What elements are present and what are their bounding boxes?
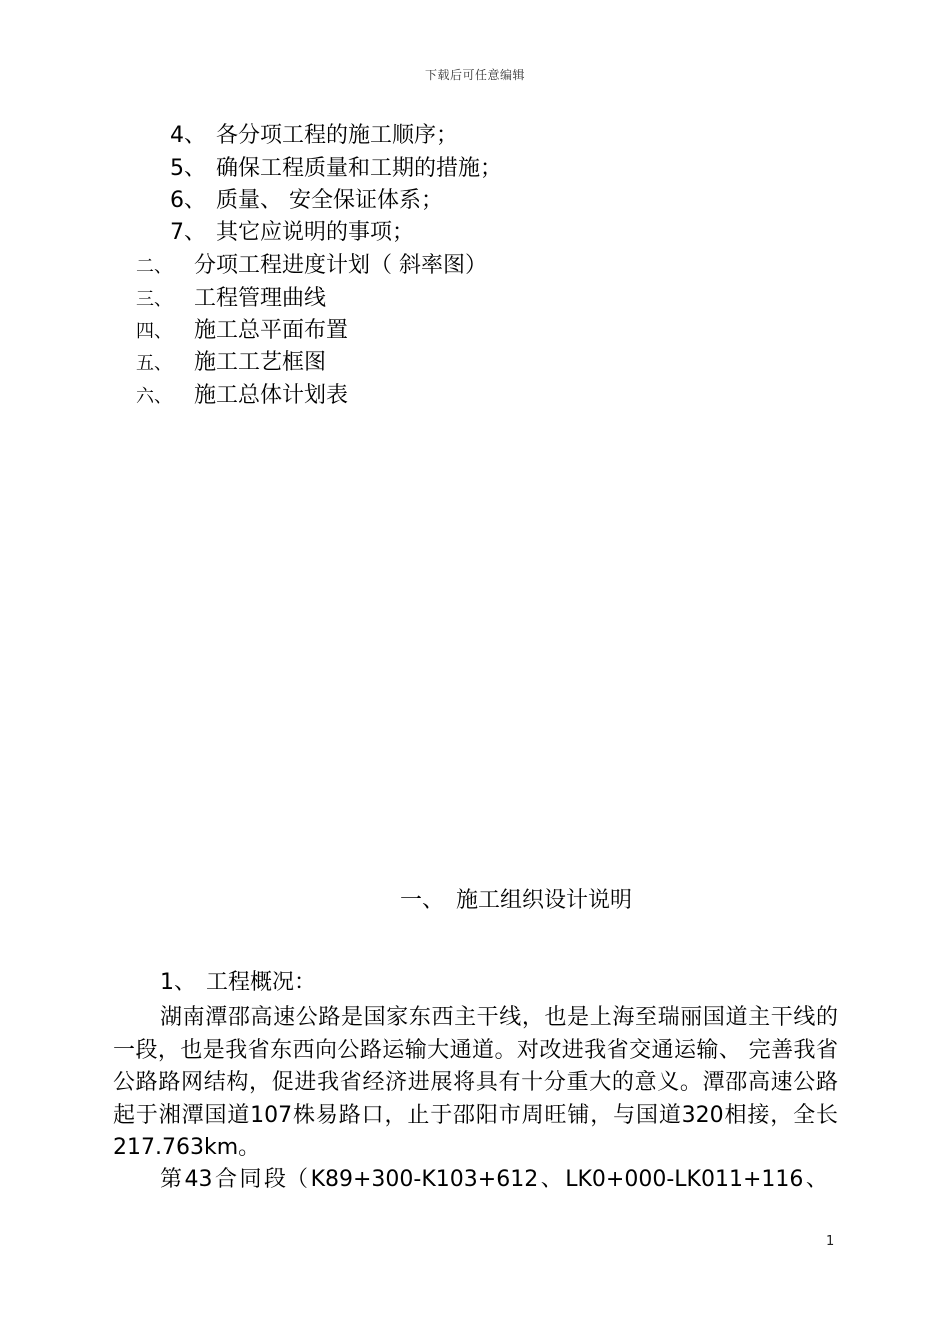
list-item-number: 4、 [170,123,206,148]
contract-part: 第 [160,1167,183,1192]
section-item-number: 二、 [136,256,172,277]
section-item-text: 施工总体计划表 [194,383,349,408]
section-item-number: 六、 [136,386,172,407]
section-item-number: 三、 [136,289,172,310]
section-item-text: 施工工艺框图 [194,350,327,375]
section-item-text: 施工总平面布置 [194,318,349,343]
section-item [136,251,487,282]
section-title [400,886,632,916]
list-item [170,186,443,216]
list-item-text: 各分项工程的施工顺序； [216,123,459,148]
section-title-text: 施工组织设计说明 [456,888,633,913]
contract-part: 同 [239,1167,262,1192]
list-item-text: 质量、 安全保证体系； [216,188,443,213]
section-item [136,381,348,412]
contract-part: 段（ [264,1167,309,1192]
list-item-number: 6、 [170,188,206,213]
contract-part: K89+300-K103+612 [310,1167,539,1192]
contract-part: 43 [184,1167,213,1192]
section-item [136,348,326,379]
list-item-text: 确保工程质量和工期的措施； [216,156,503,181]
header-note: 下载后可任意编辑 [424,68,525,82]
section-item-number: 四、 [136,321,172,342]
list-item [170,121,458,151]
page-number: 1 [826,1234,835,1249]
list-item-text: 其它应说明的事项； [216,220,415,245]
list-item [170,154,502,184]
list-item [170,218,414,248]
contract-line [160,1164,828,1196]
subheading [160,968,316,998]
body-paragraph: 湖南潭邵高速公路是国家东西主干线，也是上海至瑞丽国道主干线的一段，也是我省东西向公路运输大通道。对改进我省交通运输、 完善我省公路路网结构，促进我省经济进展将具有十分重大的意义。潭邵高速公路起于湘潭国道107株易路口，止于邵阳市周旺铺，与国道320相接，全长217.763km。 [113,1005,838,1160]
contract-part: 合 [215,1167,238,1192]
subheading-text: 工程概况： [206,970,317,995]
subheading-number: 1、 [160,970,196,995]
section-item-number: 五、 [136,353,172,374]
list-item-number: 7、 [170,220,206,245]
section-item-text: 工程管理曲线 [194,286,327,311]
contract-part: LK0+000-LK011+116 [565,1167,804,1192]
list-item-number: 5、 [170,156,206,181]
section-item-text: 分项工程进度计划（ 斜率图） [194,253,487,278]
section-title-number: 一、 [400,888,445,913]
section-item [136,316,348,347]
contract-part: 、 [540,1167,563,1192]
section-item [136,284,326,315]
contract-part: 、 [805,1167,828,1192]
